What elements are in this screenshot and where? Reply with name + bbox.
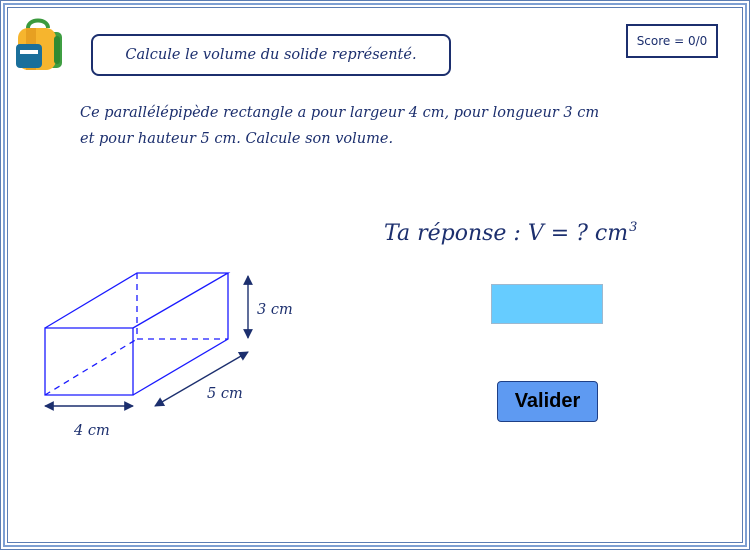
- depth-label: 5 cm: [207, 386, 243, 402]
- hidden-edge-depth: [45, 339, 137, 395]
- instruction-box: [91, 34, 451, 76]
- height-label: 3 cm: [257, 302, 293, 318]
- problem-statement: [80, 100, 700, 152]
- answer-input[interactable]: [491, 284, 603, 324]
- answer-prefix: Ta réponse : V = ? cm: [384, 221, 629, 246]
- score-text: Score = 0/0: [636, 34, 708, 48]
- validate-button[interactable]: Valider: [497, 381, 598, 422]
- front-face: [45, 328, 133, 395]
- backpack-icon: [14, 16, 66, 72]
- answer-exponent: 3: [629, 220, 638, 235]
- instruction-text: Calcule le volume du solide représenté.: [125, 47, 417, 63]
- statement-line-1: Ce parallélépipède rectangle a pour largeur 4 cm, pour longueur 3 cm: [80, 105, 600, 121]
- score-box: [626, 24, 718, 58]
- cuboid-figure: [35, 262, 315, 452]
- answer-label: [384, 220, 637, 246]
- statement-line-2: et pour hauteur 5 cm. Calcule son volume.: [80, 131, 394, 147]
- side-face: [133, 273, 228, 395]
- width-label: 4 cm: [74, 423, 110, 439]
